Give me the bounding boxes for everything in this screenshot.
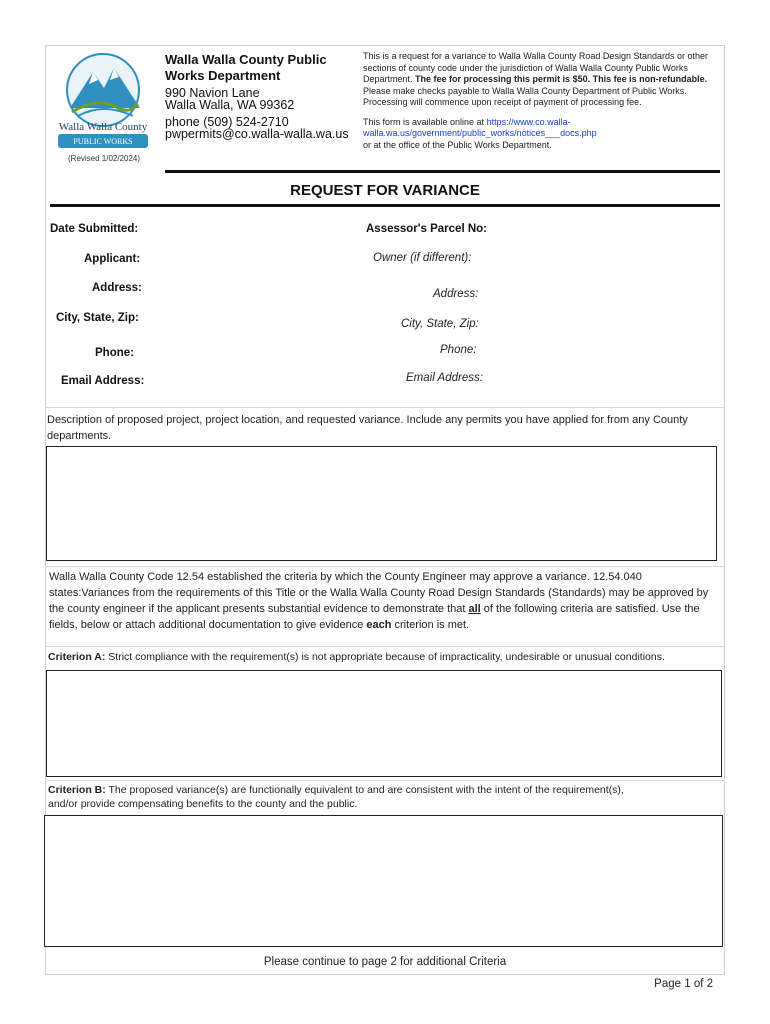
- criterion-b-text: Criterion B: The proposed variance(s) are functionally equivalent to and are consistent with the intent of the requirement(s), and/or provide compensating benefits to the county and the public.: [48, 784, 624, 810]
- applicant-phone-label: Phone:: [95, 347, 134, 359]
- org-phone: phone (509) 524-2710: [165, 115, 289, 129]
- address-line1: 990 Navion Lane: [165, 86, 260, 100]
- form-title: REQUEST FOR VARIANCE: [290, 182, 480, 199]
- applicant-address-label: Address:: [92, 282, 142, 294]
- form-url-link[interactable]: https://www.co.walla-walla.wa.us/government/public_works/notices___docs.php: [363, 116, 597, 138]
- date-submitted-label: Date Submitted:: [50, 223, 139, 235]
- revised-date: (Revised 1/02/2024): [68, 154, 141, 163]
- criterion-a-text: Criterion A: Strict compliance with the requirement(s) is not appropriate because of impracticality, undesirable or unusual conditions.: [48, 651, 665, 663]
- county-logo: [48, 50, 158, 160]
- owner-city-label: City, State, Zip:: [401, 318, 479, 330]
- divider: [45, 780, 725, 781]
- description-prompt: Description of proposed project, project location, and requested variance. Include any permits you have applied for from any County departments.: [47, 414, 688, 442]
- page-number: Page 1 of 2: [654, 978, 713, 990]
- divider: [45, 407, 725, 408]
- applicant-label: Applicant:: [84, 253, 141, 265]
- divider: [45, 646, 725, 647]
- logo-wordmark: Walla Walla County: [58, 121, 148, 133]
- owner-email-label: Email Address:: [406, 372, 483, 384]
- org-email[interactable]: pwpermits@co.walla-walla.wa.us: [165, 127, 349, 141]
- applicant-email-label: Email Address:: [61, 375, 145, 387]
- owner-phone-label: Phone:: [440, 344, 477, 356]
- notice-text: This is a request for a variance to Walla Walla County Road Design Standards or other sections of county code under the jurisdiction of Walla Walla County Public Works Department. The fee for processing this permit is $50. This fee is non-refundable. Please make checks payable to Walla Walla County Department of Public Works. Processing will commence upon receipt of payment of processing fee. This form is available online at https://www.co.walla-walla.wa.us/government/public_works/notices___docs.php or at the office of the Public Works Department.: [363, 51, 708, 150]
- criterion-a-label: Criterion A:: [48, 651, 106, 663]
- address-line2: Walla Walla, WA 99362: [165, 98, 295, 112]
- criterion-b-label: Criterion B:: [48, 784, 106, 796]
- criterion-a-field[interactable]: [46, 670, 722, 777]
- code-paragraph: Walla Walla County Code 12.54 established the criteria by which the County Engineer may approve a variance. 12.54.040 states:Variances from the requirements of this Title or the Walla Walla County Road Design Standards (Standards) may be approved by the county engineer if the applicant presents substantial evidence to demonstrate that all of the following criteria are satisfied. Use the fields, below or attach additional documentation to give evidence each criterion is met.: [49, 571, 709, 631]
- description-field[interactable]: [46, 446, 717, 561]
- continue-note: Please continue to page 2 for additional Criteria: [263, 956, 507, 968]
- header-rule: [165, 170, 720, 173]
- parcel-label: Assessor's Parcel No:: [366, 223, 487, 235]
- applicant-city-label: City, State, Zip:: [56, 312, 139, 324]
- criterion-b-field[interactable]: [44, 815, 723, 947]
- divider: [45, 566, 725, 567]
- org-name: Walla Walla County Public Works Department: [165, 52, 327, 83]
- fee-notice: The fee for processing this permit is $50. This fee is non-refundable.: [415, 74, 708, 84]
- owner-label: Owner (if different):: [373, 252, 472, 264]
- owner-address-label: Address:: [433, 288, 479, 300]
- title-rule: [50, 204, 720, 207]
- logo-tagline: PUBLIC WORKS: [73, 137, 133, 146]
